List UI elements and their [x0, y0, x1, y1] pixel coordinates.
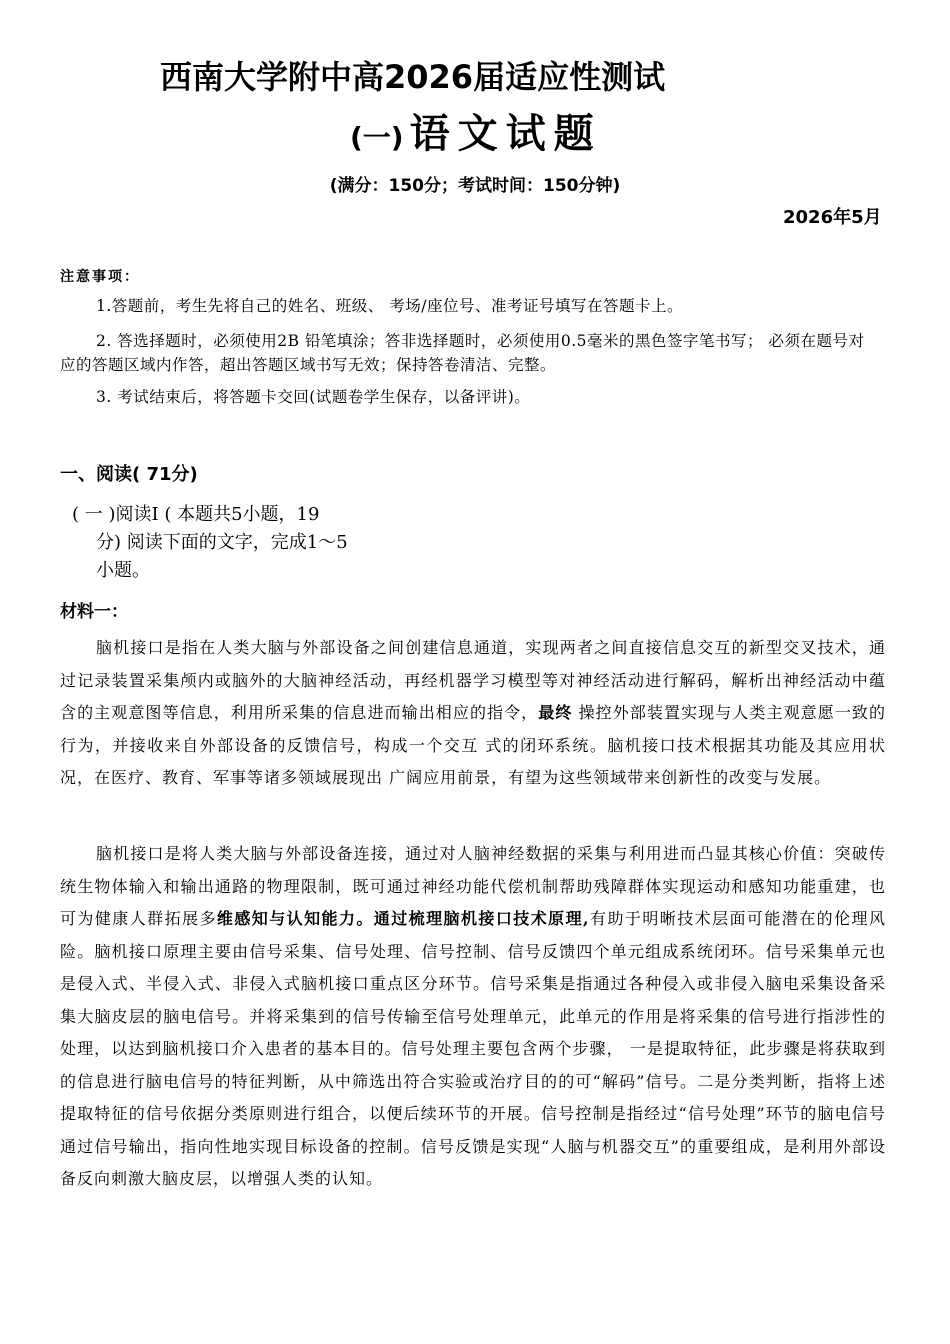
paragraph-2-bold: 维感知与认知能力。通过梳理脑机接口技术原理, — [216, 909, 590, 928]
sub-heading-line-2: 分) 阅读下面的文字，完成1～5 — [96, 532, 348, 553]
notice-heading: 注意事项： — [60, 269, 140, 285]
sub-heading-line-1: ( 一 )阅读I ( 本题共5小题，19 — [72, 504, 320, 525]
paragraph-1-text-b: 操控外部装置实现与人类主观意愿一致的行为，并接收来自外部设备的反馈信号，构成一个交互 式的闭环系统。脑机接口技术根据其功能及其应用状况，在医疗、教育、军事等诸多领域展现出 广阔应用前景，有望为这些领域带来创新性的改变与发展。 — [60, 703, 886, 787]
section-heading: 一、阅读( 71分) — [60, 464, 198, 485]
exam-subtitle — [350, 102, 602, 159]
reading-sub-heading — [72, 501, 412, 585]
exam-date: 2026年5月 — [783, 207, 882, 228]
material-heading: 材料一： — [60, 602, 128, 622]
notice-item-3: 3. 考试结束后，将答题卡交回(试题卷学生保存，以备评讲)。 — [96, 388, 531, 406]
paragraph-2-text-a: 脑机接口是将人类大脑与外部设备连接，通过对人脑神经数据的采集与利用进而凸显其核心价值：突破传统生物体输入和输出通路的物理限制，既可通过神经功能代偿机制帮助残障群体实现运动和感知功能重建，也可为健康人群拓展多 — [60, 844, 886, 928]
notice-item-1: 1.答题前，考生先将自己的姓名、班级、 考场/座位号、准考证号填写在答题卡上。 — [96, 297, 683, 315]
score-time-line: (满分：150分；考试时间：150分钟) — [329, 176, 621, 196]
paragraph-1-text-a: 脑机接口是指在人类大脑与外部设备之间创建信息通道，实现两者之间直接信息交互的新型交叉技术，通过记录装置采集颅内或脑外的大脑神经活动，再经机器学习模型等对神经活动进行解码，解析出神经活动中蕴含的主观意图等信息，利用所采集的信息进而输出相应的指令， — [60, 638, 886, 722]
exam-title: 西南大学附中高2026届适应性测试 — [160, 58, 666, 96]
subtitle-paren: (一) — [350, 121, 404, 154]
paragraph-2 — [60, 838, 886, 1196]
notice-item-2: 2. 答选择题时，必须使用2B 铅笔填涂；答非选择题时，必须使用0.5毫米的黑色签字笔书写； 必须在题号对应的答题区域内作答，超出答题区域书写无效；保持答卷清洁、完整。 — [60, 332, 865, 374]
paragraph-1 — [60, 632, 886, 795]
paragraph-2-text-b: 有助于明晰技术层面可能潜在的伦理风险。脑机接口原理主要由信号采集、信号处理、信号控制、信号反馈四个单元组成系统闭环。信号采集单元也是侵入式、半侵入式、非侵入式脑机接口重点区分环节。信号采集是指通过各种侵入或非侵入脑电采集设备采集大脑皮层的脑电信号。并将采集到的信号传输至信号处理单元，此单元的作用是将采集的信号进行指涉性的处理，以达到脑机接口介入患者的基本目的。信号处理主要包含两个步骤， 一是提取特征，此步骤是将获取到的信息进行脑电信号的特征判断，从中筛选出符合实验或治疗目的的可“解码”信号。二是分类判断，指将上述提取特征的信号依据分类原则进行组合，以便后续环节的开展。信号控制是指经过“信号处理”环节的脑电信号通过信号输出，指向性地实现目标设备的控制。信号反馈是实现“人脑与机器交互”的重要组成，是利用外部设备反向刺激大脑皮层，以增强人类的认知。 — [60, 909, 886, 1188]
sub-heading-line-3: 小题。 — [96, 560, 150, 581]
subtitle-subject: 语文试题 — [409, 111, 602, 157]
paragraph-1-bold: 最终 — [538, 703, 573, 722]
